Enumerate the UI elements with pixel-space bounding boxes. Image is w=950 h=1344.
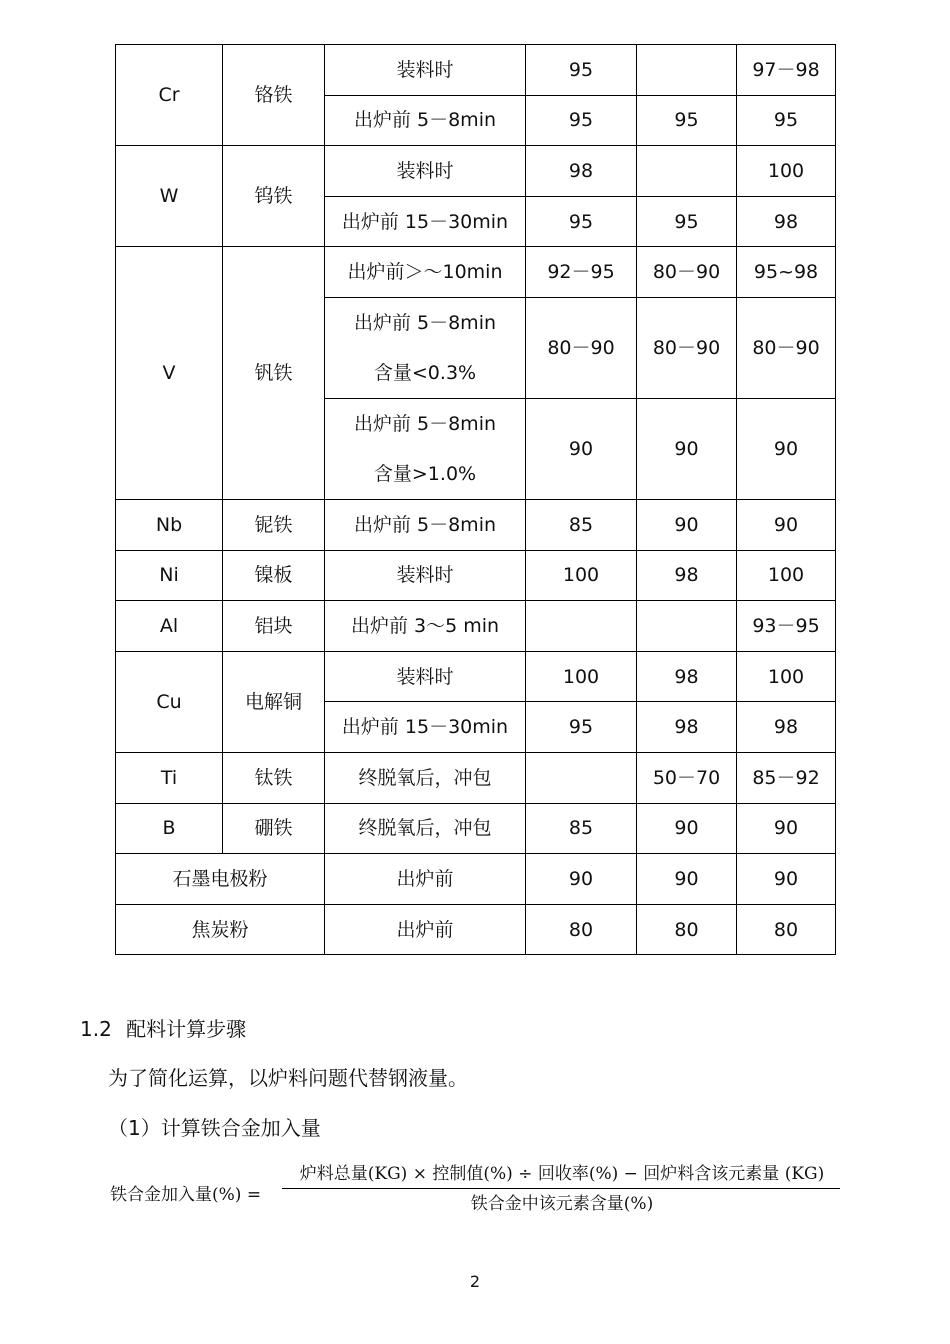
- stage-cell: 出炉前＞～10min: [325, 247, 526, 298]
- value-cell: 100: [737, 146, 836, 197]
- value-cell: 80: [637, 904, 737, 955]
- stage-cell: 装料时: [325, 651, 526, 702]
- stage-cell: [325, 297, 526, 398]
- stage-line: 含量>1.0%: [373, 462, 477, 485]
- element-cell: B: [116, 803, 223, 854]
- material-cell: 铬铁: [223, 45, 325, 146]
- element-cell: V: [116, 247, 223, 500]
- value-cell: [637, 45, 737, 96]
- value-cell: 80－90: [737, 297, 836, 398]
- stage-line: 出炉前 5－8min: [353, 311, 497, 334]
- value-cell: 90: [737, 398, 836, 499]
- material-cell: 钒铁: [223, 247, 325, 500]
- value-cell: 90: [526, 398, 637, 499]
- stage-cell: 出炉前: [325, 854, 526, 905]
- value-cell: 90: [637, 499, 737, 550]
- stage-cell: 装料时: [325, 45, 526, 96]
- stage-line: 含量<0.3%: [373, 361, 477, 384]
- table-row: [116, 499, 836, 550]
- element-cell: Cu: [116, 651, 223, 752]
- element-cell: Cr: [116, 45, 223, 146]
- value-cell: 90: [637, 398, 737, 499]
- value-cell: [637, 601, 737, 652]
- body-paragraph: 为了简化运算，以炉料问题代替钢液量。: [108, 1066, 468, 1090]
- value-cell: 95: [526, 45, 637, 96]
- material-cell: 铝块: [223, 601, 325, 652]
- stage-cell: 出炉前: [325, 904, 526, 955]
- element-cell: Nb: [116, 499, 223, 550]
- value-cell: 98: [637, 651, 737, 702]
- material-cell: 焦炭粉: [116, 904, 325, 955]
- table-row: [116, 146, 836, 197]
- table-row: [116, 854, 836, 905]
- recovery-rate-table: [115, 44, 836, 955]
- value-cell: 90: [737, 854, 836, 905]
- stage-cell: 终脱氧后，冲包: [325, 752, 526, 803]
- material-cell: 铌铁: [223, 499, 325, 550]
- stage-cell: [325, 398, 526, 499]
- formula-lhs: 铁合金加入量(%) =: [110, 1185, 262, 1205]
- value-cell: 98: [637, 702, 737, 753]
- value-cell: 95: [637, 196, 737, 247]
- value-cell: 100: [526, 651, 637, 702]
- value-cell: 80－90: [526, 297, 637, 398]
- value-cell: 90: [737, 803, 836, 854]
- stage-cell: 装料时: [325, 146, 526, 197]
- table-row: [116, 752, 836, 803]
- section-number: 1.2: [80, 1017, 112, 1041]
- value-cell: 100: [526, 550, 637, 601]
- table-row: [116, 904, 836, 955]
- table-row: [116, 803, 836, 854]
- table-row: [116, 601, 836, 652]
- value-cell: 95: [637, 95, 737, 146]
- step-heading: （1）计算铁合金加入量: [108, 1116, 321, 1140]
- value-cell: 90: [637, 803, 737, 854]
- formula-numerator: 炉料总量(KG) × 控制值(%) ÷ 回收率(%) − 回炉料含该元素量 (KG): [299, 1164, 825, 1184]
- material-cell: 硼铁: [223, 803, 325, 854]
- value-cell: 95: [526, 95, 637, 146]
- value-cell: 100: [737, 550, 836, 601]
- value-cell: [637, 146, 737, 197]
- section-title: 配料计算步骤: [126, 1017, 247, 1041]
- table-row: [116, 550, 836, 601]
- element-cell: Al: [116, 601, 223, 652]
- value-cell: 97－98: [737, 45, 836, 96]
- value-cell: 80－90: [637, 297, 737, 398]
- value-cell: 98: [737, 702, 836, 753]
- stage-cell: 出炉前 5－8min: [325, 499, 526, 550]
- value-cell: 85－92: [737, 752, 836, 803]
- formula-denominator: 铁合金中该元素含量(%): [470, 1194, 654, 1214]
- element-cell: Ni: [116, 550, 223, 601]
- stage-cell: 装料时: [325, 550, 526, 601]
- value-cell: 80: [526, 904, 637, 955]
- value-cell: [526, 601, 637, 652]
- value-cell: [526, 752, 637, 803]
- material-cell: 钛铁: [223, 752, 325, 803]
- stage-cell: 出炉前 5－8min: [325, 95, 526, 146]
- value-cell: 92－95: [526, 247, 637, 298]
- section-heading: [80, 1013, 246, 1042]
- table-row: [116, 247, 836, 298]
- value-cell: 95: [526, 196, 637, 247]
- material-cell: 石墨电极粉: [116, 854, 325, 905]
- value-cell: 100: [737, 651, 836, 702]
- value-cell: 98: [526, 146, 637, 197]
- value-cell: 90: [526, 854, 637, 905]
- formula-fraction: [282, 1160, 842, 1219]
- formula: [110, 1160, 850, 1230]
- value-cell: 90: [637, 854, 737, 905]
- value-cell: 98: [637, 550, 737, 601]
- element-cell: Ti: [116, 752, 223, 803]
- value-cell: 95: [737, 95, 836, 146]
- value-cell: 85: [526, 499, 637, 550]
- table-row: [116, 45, 836, 96]
- material-cell: 镍板: [223, 550, 325, 601]
- value-cell: 85: [526, 803, 637, 854]
- stage-cell: 出炉前 3～5 min: [325, 601, 526, 652]
- table-row: [116, 651, 836, 702]
- stage-cell: 出炉前 15－30min: [325, 196, 526, 247]
- stage-cell: 终脱氧后，冲包: [325, 803, 526, 854]
- value-cell: 80: [737, 904, 836, 955]
- value-cell: 95: [526, 702, 637, 753]
- page-number: 2: [469, 1272, 481, 1291]
- element-cell: W: [116, 146, 223, 247]
- value-cell: 50－70: [637, 752, 737, 803]
- stage-line: 出炉前 5－8min: [353, 412, 497, 435]
- value-cell: 80－90: [637, 247, 737, 298]
- value-cell: 90: [737, 499, 836, 550]
- material-cell: 电解铜: [223, 651, 325, 752]
- value-cell: 95~98: [737, 247, 836, 298]
- value-cell: 93－95: [737, 601, 836, 652]
- value-cell: 98: [737, 196, 836, 247]
- material-cell: 钨铁: [223, 146, 325, 247]
- stage-cell: 出炉前 15－30min: [325, 702, 526, 753]
